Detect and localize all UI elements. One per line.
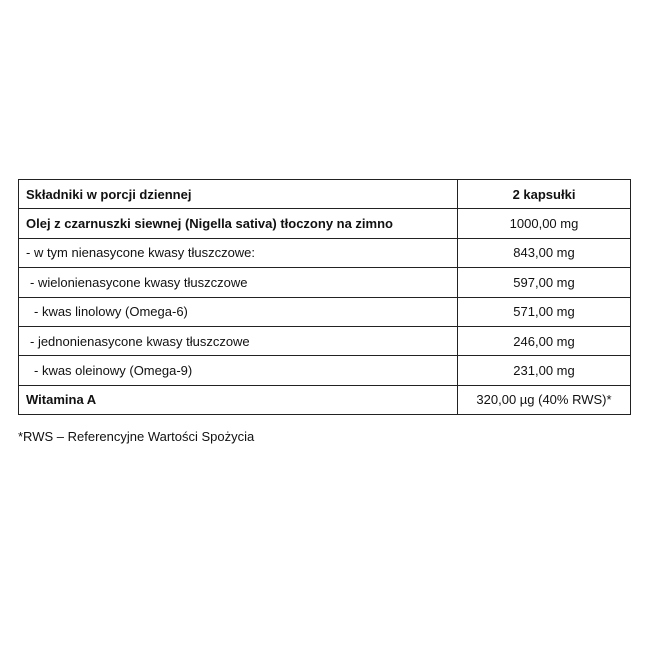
row-value-cell: 597,00 mg (458, 268, 631, 297)
table-row (19, 268, 631, 297)
row-ingredient-cell: - kwas oleinowy (Omega-9) (19, 356, 458, 385)
table-row (19, 209, 631, 238)
table-header-row (19, 180, 631, 209)
nutrition-table (18, 179, 631, 415)
footnote: *RWS – Referencyjne Wartości Spożycia (18, 429, 255, 444)
row-ingredient-cell: Olej z czarnuszki siewnej (Nigella sativa) tłoczony na zimno (19, 209, 458, 238)
nutrition-table-container (18, 179, 630, 415)
header-ingredient-cell: Składniki w porcji dziennej (19, 180, 458, 209)
row-value-cell: 320,00 µg (40% RWS)* (458, 385, 631, 414)
row-value-cell: 571,00 mg (458, 297, 631, 326)
row-value-cell: 1000,00 mg (458, 209, 631, 238)
row-ingredient-cell: - kwas linolowy (Omega-6) (19, 297, 458, 326)
row-ingredient-cell: - wielonienasycone kwasy tłuszczowe (19, 268, 458, 297)
row-value-cell: 231,00 mg (458, 356, 631, 385)
row-value-cell: 246,00 mg (458, 326, 631, 355)
table-row (19, 326, 631, 355)
header-serving-cell: 2 kapsułki (458, 180, 631, 209)
row-value-cell: 843,00 mg (458, 238, 631, 267)
table-row (19, 385, 631, 414)
row-ingredient-cell: - jednonienasycone kwasy tłuszczowe (19, 326, 458, 355)
table-row (19, 356, 631, 385)
row-ingredient-cell: - w tym nienasycone kwasy tłuszczowe: (19, 238, 458, 267)
row-ingredient-cell: Witamina A (19, 385, 458, 414)
table-row (19, 297, 631, 326)
table-row (19, 238, 631, 267)
